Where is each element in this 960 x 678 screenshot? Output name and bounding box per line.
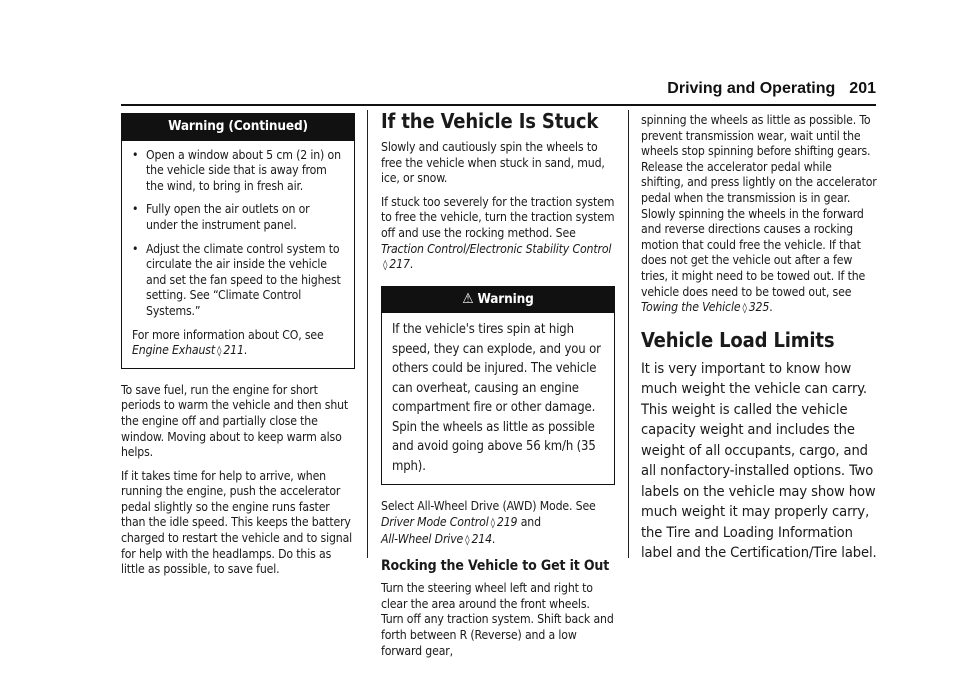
paragraph: Slowly and cautiously spin the wheels to free the vehicle when stuck in sand, mud, ice, or snow. [381,140,605,186]
page-ref-number[interactable]: 211 [223,343,244,358]
warning-title: ⚠ Warning [382,287,614,314]
more-info-text: For more information about CO, see Engine Exhaust ◊ 211. [132,327,324,358]
paragraph-large: It is very important to know how much weight the vehicle can carry. This weight is called the vehicle capacity weight and includes the weight of all occupants, cargo, and all nonfactory-installed options. Two labels on the vehicle may show how much weight it may properly carry, the Tire and Loading Information label and the Certification/Tire label. [641,359,877,562]
list-item: • Adjust the climate control system to circulate the air inside the vehicle and set the fan speed to the highest setting. See “Climate Control Systems.” [132,241,341,318]
section-heading: If the Vehicle Is Stuck [381,109,599,133]
bullet-icon: • [132,202,139,217]
header-rule [121,104,876,106]
page-ref-number[interactable]: 214 [471,531,492,546]
page-ref-number[interactable]: 217 [389,257,410,272]
warning-triangle-icon: ⚠ [462,290,474,307]
warning-body [382,313,614,484]
page-ref-icon: ◊ [465,534,470,546]
warning-box [381,286,615,486]
page-ref-number[interactable]: 325 [748,300,770,315]
towing-the-vehicle-link[interactable]: Towing the Vehicle [641,300,741,315]
page-number: 201 [849,80,876,97]
warning-text: If the vehicle's tires spin at high speed, they can explode, and you or others could be injured. The vehicle can overheat, causing an engine compartment fire or other damage. Spin the wheels as little as possible and avoid going above 56 km/h (35 mph). [392,322,601,474]
column-divider [367,110,368,558]
paragraph: spinning the wheels as little as possible. To prevent transmission wear, wait until the wheels stop spinning before shifting gears. Release the accelerator pedal while shifting, and press lightly on the accelerator pedal when the transmission is in gear. Slowly spinning the wheels in the forward and reverse directions causes a rocking motion that could free the vehicle. If that does not get the vehicle out after a few tries, it might need to be towed out. If the vehicle does need to be towed out, see Towing the Vehicle ◊ 325. [641,113,877,315]
bullet-icon: • [132,147,139,162]
warning-title: Warning (Continued) [122,114,354,141]
page-ref-number[interactable]: 219 [496,514,518,529]
paragraph: Select All-Wheel Drive (AWD) Mode. See Driver Mode Control ◊ 219 and All-Wheel Drive ◊ 214. [381,499,596,546]
subsection-heading: Rocking the Vehicle to Get it Out [381,558,610,575]
list-item: • Open a window about 5 cm (2 in) on the vehicle side that is away from the wind, to bring in fresh air. [132,147,341,193]
page-ref-icon: ◊ [742,303,747,315]
engine-exhaust-link[interactable]: Engine Exhaust [132,343,216,358]
bullet-icon: • [132,241,139,256]
warning-body [122,141,354,368]
driver-mode-control-link[interactable]: Driver Mode Control [381,514,489,529]
page-header [620,80,876,98]
column-2 [381,110,615,667]
warning-box-continued [121,113,355,369]
page-ref-icon: ◊ [383,260,388,272]
page-ref-icon: ◊ [217,346,222,358]
paragraph: Turn the steering wheel left and right to clear the area around the front wheels. Turn off any traction system. Shift back and forth between R (Reverse) and a low forward gear, [381,581,614,658]
section-title: Driving and Operating [667,80,836,97]
paragraph: To save fuel, run the engine for short periods to warm the vehicle and then shut the engine off and partially close the window. Moving about to keep warm also helps. [121,382,349,460]
all-wheel-drive-link[interactable]: All-Wheel Drive [381,531,464,546]
list-item: • Fully open the air outlets on or under the instrument panel. [132,202,310,232]
section-heading: Vehicle Load Limits [641,327,835,352]
page-ref-icon: ◊ [490,517,495,529]
paragraph: If it takes time for help to arrive, when running the engine, push the accelerator pedal slightly so the engine runs faster than the idle speed. This keeps the battery charged to restart the vehicle and to signal for help with the headlamps. Do this as little as possible, to save fuel. [121,468,353,577]
traction-control-link[interactable]: Traction Control/Electronic Stability Control [381,241,612,256]
warning-bullet-list [132,148,344,320]
column-1 [121,113,355,586]
column-3 [641,113,877,572]
paragraph: If stuck too severely for the traction system to free the vehicle, turn the traction system off and use the rocking method. See Traction Control/Electronic Stability Control ◊ 217. [381,194,615,272]
column-divider [628,110,629,558]
